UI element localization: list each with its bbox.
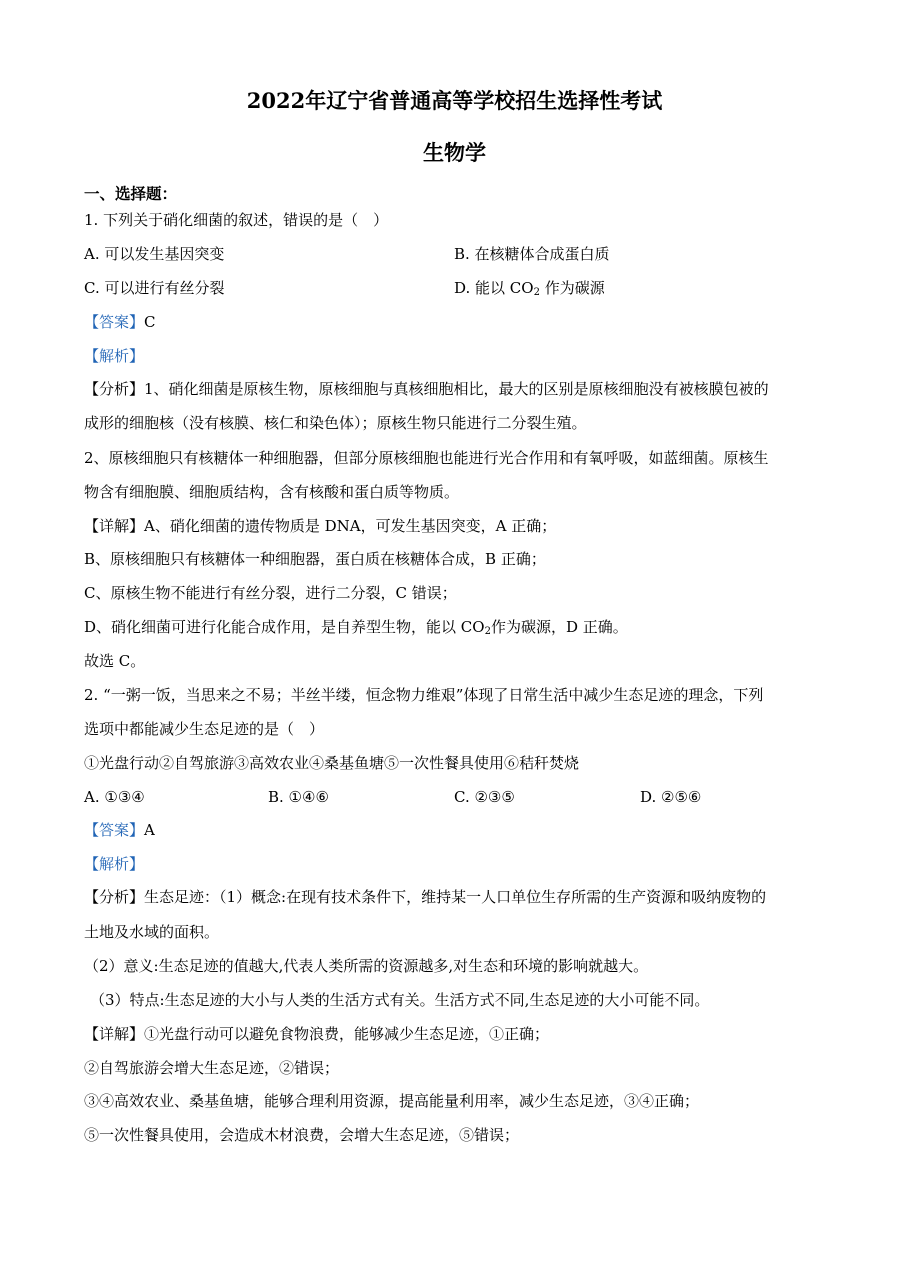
detail-tag: 【详解】 [84, 1025, 145, 1043]
q2-detail-1: 【详解】①光盘行动可以避免食物浪费，能够减少生态足迹，①正确； [84, 1025, 550, 1043]
q2-detail-5: ⑤一次性餐具使用，会造成木材浪费，会增大生态足迹，⑤错误； [84, 1126, 520, 1144]
exam-title: 2022年辽宁省普通高等学校招生选择性考试 [246, 88, 663, 113]
q1-option-d: D. 能以 $CO_2$ 作为碳源 [454, 279, 605, 298]
subject-title: 生物学 [423, 140, 486, 165]
q2-fenxi-line1: 【分析】生态足迹：（1）概念:在现有技术条件下，维持某一人口单位生存所需的生产资源和吸纳废物的 [84, 888, 767, 906]
q1-detail-c: C、原核生物不能进行有丝分裂，进行二分裂，C 错误； [84, 584, 457, 602]
q1-options-row1 [84, 243, 844, 265]
q2-detail-2: ②自驾旅游会增大生态足迹，②错误； [84, 1059, 340, 1077]
q2-option-d: D. ②⑤⑥ [640, 788, 702, 806]
q2-option-c: C. ②③⑤ [454, 788, 515, 806]
answer-tag: 【答案】 [84, 821, 145, 839]
q2-detail-34: ③④高效农业、桑基鱼塘，能够合理利用资源，提高能量利用率，减少生态足迹，③④正确； [84, 1092, 700, 1110]
fenxi-tag: 【分析】 [84, 380, 145, 398]
q1-option-a: A. 可以发生基因突变 [84, 245, 225, 263]
q1-fenxi-line1: 【分析】1、硝化细菌是原核生物，原核细胞与真核细胞相比，最大的区别是原核细胞没有被核膜包被的 [84, 380, 769, 398]
q2-fenxi-line3: （2）意义:生态足迹的值越大,代表人类所需的资源越多,对生态和环境的影响就越大。 [84, 957, 649, 975]
q2-fenxi-line4: （3）特点:生态足迹的大小与人类的生活方式有关。生活方式不同,生态足迹的大小可能不同。 [90, 991, 710, 1009]
q1-option-b: B. 在核糖体合成蛋白质 [454, 245, 610, 263]
fenxi-tag: 【分析】 [84, 888, 145, 906]
answer-tag: 【答案】 [84, 313, 145, 331]
q2-option-b: B. ①④⑥ [268, 788, 329, 806]
q2-stem-line1: 2. “一粥一饭，当思来之不易；半丝半缕，恒念物力维艰”体现了日常生活中减少生态足迹的理念，下列 [84, 686, 764, 704]
q1-detail-d: D、硝化细菌可进行化能合成作用，是自养型生物，能以 $CO_2$作为碳源，D 正确。 [84, 618, 628, 637]
section-heading: 一、选择题： [84, 184, 178, 203]
q2-analysis-tag: 【解析】 [84, 855, 145, 873]
q1-analysis-tag: 【解析】 [84, 347, 145, 365]
q1-detail-b: B、原核细胞只有核糖体一种细胞器，蛋白质在核糖体合成，B 正确； [84, 550, 546, 568]
q2-fenxi-line2: 土地及水域的面积。 [84, 923, 220, 941]
q1-fenxi-line2: 成形的细胞核（没有核膜、核仁和染色体）；原核生物只能进行二分裂生殖。 [84, 414, 587, 432]
q1-conclusion: 故选 C。 [84, 652, 146, 670]
detail-tag: 【详解】 [84, 517, 145, 535]
q1-options-row2 [84, 277, 844, 299]
q2-answer: 【答案】A [84, 821, 155, 839]
q1-stem: 1. 下列关于硝化细菌的叙述，错误的是（ ） [84, 211, 389, 229]
q2-options-row [84, 786, 844, 808]
q2-option-a: A. ①③④ [84, 788, 145, 806]
q1-answer: 【答案】C [84, 313, 156, 331]
q1-option-c: C. 可以进行有丝分裂 [84, 279, 225, 297]
q2-items: ①光盘行动②自驾旅游③高效农业④桑基鱼塘⑤一次性餐具使用⑥秸秆焚烧 [84, 754, 580, 772]
q1-fenxi-line4: 物含有细胞膜、细胞质结构，含有核酸和蛋白质等物质。 [84, 483, 460, 501]
q1-fenxi-line3: 2、原核细胞只有核糖体一种细胞器，但部分原核细胞也能进行光合作用和有氧呼吸，如蓝细菌。原核生 [84, 449, 769, 467]
q1-detail-a: 【详解】A、硝化细菌的遗传物质是 DNA，可发生基因突变，A 正确； [84, 517, 557, 535]
q2-stem-line2: 选项中都能减少生态足迹的是（ ） [84, 720, 325, 738]
